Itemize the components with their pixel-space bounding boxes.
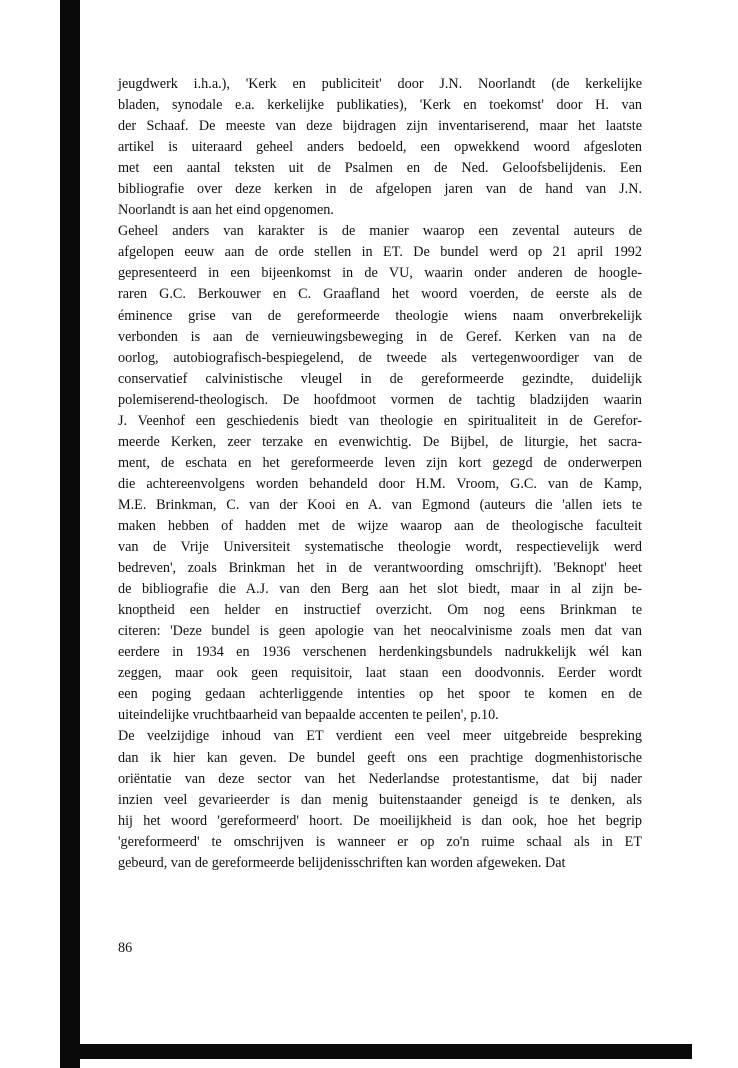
text-line: raren G.C. Berkouwer en C. Graafland het woord voerden, de eerste als de bbox=[118, 286, 642, 303]
text-line: meerde Kerken, zeer terzake en evenwichtig. De Bijbel, de liturgie, het sacra- bbox=[118, 433, 642, 450]
text-line: bladen, synodale e.a. kerkelijke publikaties), 'Kerk en toekomst' door H. van bbox=[118, 97, 642, 114]
text-line: eerdere in 1934 en 1936 verschenen herdenkingsbundels nadrukkelijk wél kan bbox=[118, 644, 642, 661]
text-line: die achtereenvolgens worden behandeld door H.M. Vroom, G.C. van de Kamp, bbox=[118, 475, 642, 492]
text-line: met een aantal teksten uit de Psalmen en de Ned. Geloofsbelijdenis. Een bbox=[118, 160, 642, 177]
text-line: De veelzijdige inhoud van ET verdient een veel meer uitgebreide bespreking bbox=[118, 728, 642, 745]
text-line: hij het woord 'gereformeerd' hoort. De moeilijkheid is dan ook, hoe het begrip bbox=[118, 812, 642, 829]
text-line: conservatief calvinistische vleugel in de gereformeerde gezindte, duidelijk bbox=[118, 370, 642, 387]
scan-border-bottom bbox=[60, 1044, 692, 1059]
text-line: oorlog, autobiografisch-bespiegelend, de tweede als vertegenwoordiger van de bbox=[118, 349, 642, 366]
text-line: gebeurd, van de gereformeerde belijdenisschriften kan worden afgeweken. Dat bbox=[118, 854, 566, 871]
text-line: verbonden is aan de vernieuwingsbeweging in de Geref. Kerken van na de bbox=[118, 328, 642, 345]
text-line: bedreven', zoals Brinkman het in de verantwoording omschrijft). 'Beknopt' heet bbox=[118, 560, 642, 577]
text-line: Geheel anders van karakter is de manier waarop een zevental auteurs de bbox=[118, 223, 642, 240]
paragraph bbox=[118, 74, 642, 221]
text-line: zeggen, maar ook geen requisitoir, laat staan een doodvonnis. Eerder wordt bbox=[118, 665, 642, 682]
text-line: éminence grise van de gereformeerde theologie wiens naam onverbrekelijk bbox=[118, 307, 642, 324]
text-line: gepresenteerd in een bijeenkomst in de VU, waarin onder anderen de hoogle- bbox=[118, 265, 642, 282]
text-line: een poging gedaan achterliggende intenties op het spoor te komen en de bbox=[118, 686, 642, 703]
text-line: oriëntatie van deze sector van het Nederlandse protestantisme, dat bij nader bbox=[118, 770, 642, 787]
paragraph bbox=[118, 221, 642, 726]
text-line: maken hebben of hadden met de wijze waarop aan de theologische faculteit bbox=[118, 517, 642, 534]
text-line: dan ik hier kan geven. De bundel geeft ons een prachtige dogmenhistorische bbox=[118, 749, 642, 766]
text-line: citeren: 'Deze bundel is geen apologie van het neocalvinisme zoals men dat van bbox=[118, 623, 642, 640]
text-line: ment, de eschata en het gereformeerde leven zijn kort gezegd de onderwerpen bbox=[118, 454, 642, 471]
text-line: der Schaaf. De meeste van deze bijdragen zijn inventariserend, maar het laatste bbox=[118, 118, 642, 135]
text-line: polemiserend-theologisch. De hoofdmoot vormen de tachtig bladzijden waarin bbox=[118, 391, 642, 408]
text-line: de bibliografie die A.J. van den Berg aan het slot biedt, maar in al zijn be- bbox=[118, 581, 642, 598]
page-number: 86 bbox=[118, 940, 133, 956]
paragraph bbox=[118, 726, 642, 873]
text-line: van de Vrije Universiteit systematische theologie wordt, respectievelijk werd bbox=[118, 539, 642, 556]
text-line: 'gereformeerd' te omschrijven is wanneer er op zo'n ruime schaal als in ET bbox=[118, 833, 642, 850]
scan-border-left bbox=[60, 0, 80, 1068]
text-line: knoptheid een helder en instructief overzicht. Om nog eens Brinkman te bbox=[118, 602, 642, 619]
text-line: uiteindelijke vruchtbaarheid van bepaalde accenten te peilen', p.10. bbox=[118, 707, 499, 724]
text-line: inzien veel gevarieerder is dan menig buitenstaander geneigd is te denken, als bbox=[118, 791, 642, 808]
text-line: jeugdwerk i.h.a.), 'Kerk en publiciteit' door J.N. Noorlandt (de kerkelijke bbox=[118, 76, 642, 92]
text-line: Noorlandt is aan het eind opgenomen. bbox=[118, 202, 334, 219]
text-line: afgelopen eeuw aan de orde stellen in ET. De bundel werd op 21 april 1992 bbox=[118, 244, 642, 261]
text-line: artikel is uiteraard geheel anders bedoeld, een opwekkend woord afgesloten bbox=[118, 139, 642, 156]
text-line: bibliografie over deze kerken in de afgelopen jaren van de hand van J.N. bbox=[118, 181, 642, 198]
text-line: M.E. Brinkman, C. van der Kooi en A. van Egmond (auteurs die 'allen iets te bbox=[118, 496, 642, 513]
text-line: J. Veenhof een geschiedenis biedt van theologie en spiritualiteit in de Gerefor- bbox=[118, 412, 642, 429]
body-text bbox=[118, 74, 642, 874]
